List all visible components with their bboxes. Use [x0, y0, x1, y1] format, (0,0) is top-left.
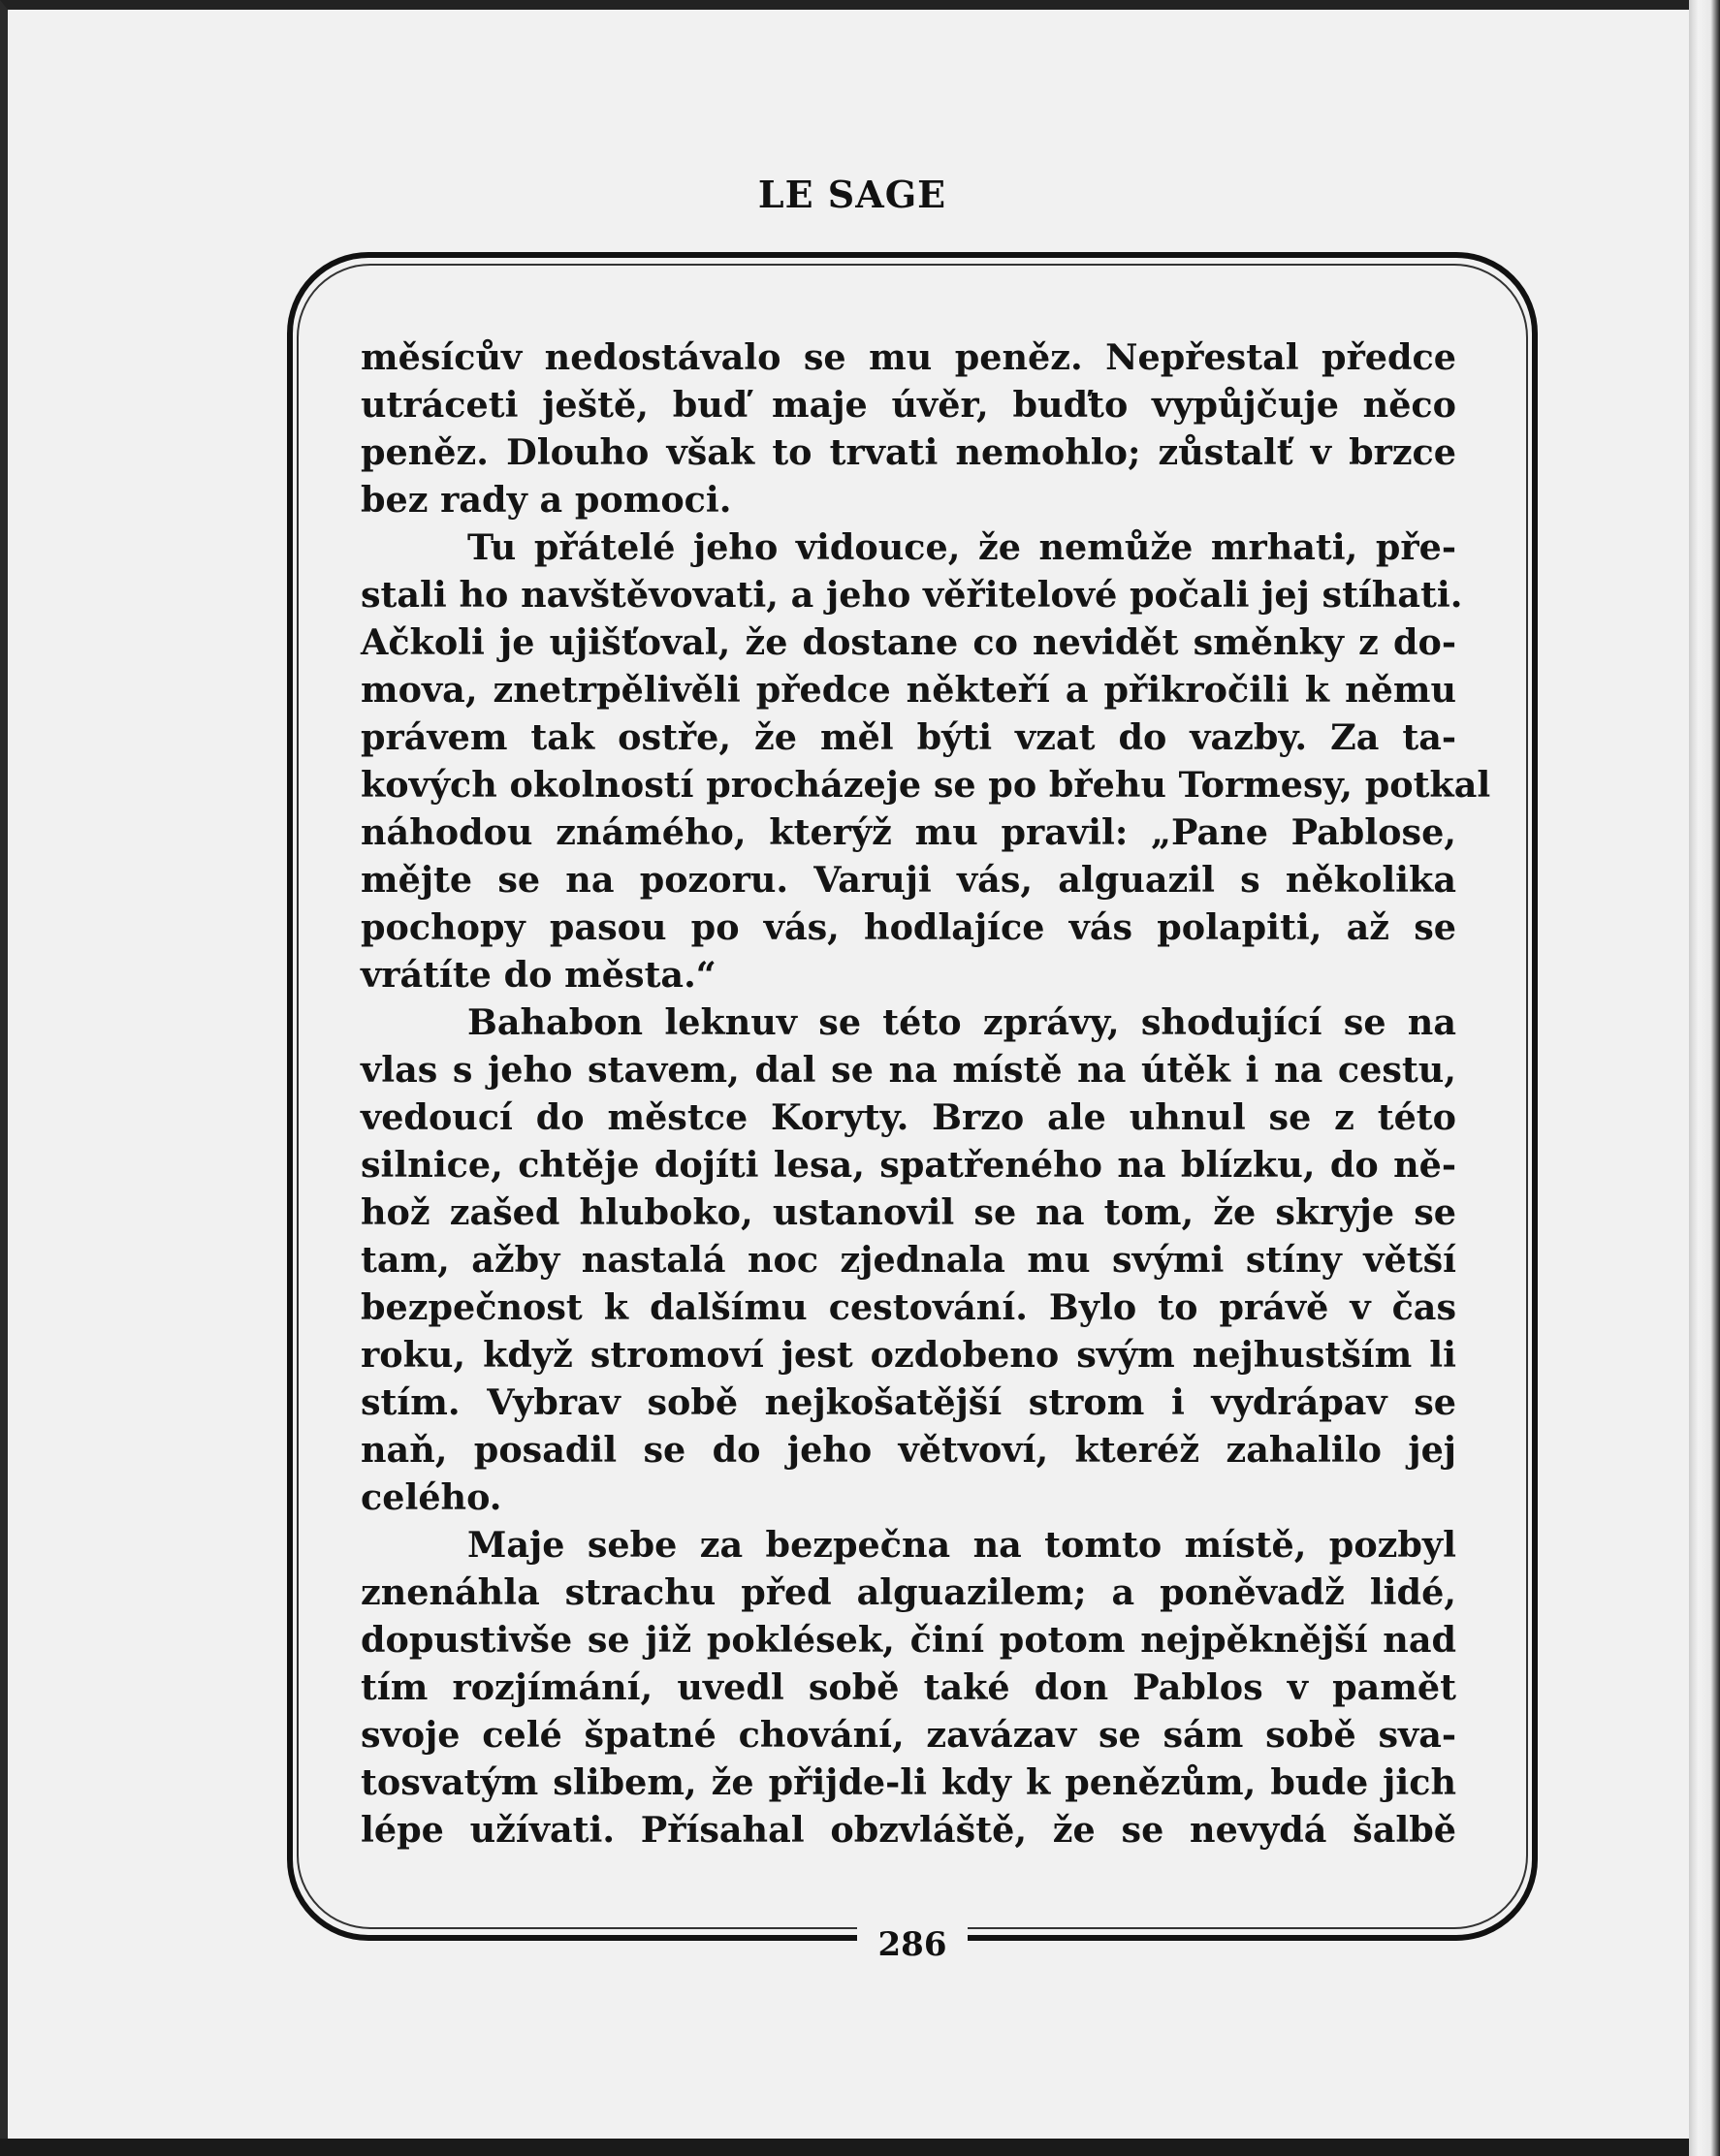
text-line: hož zašed hluboko, ustanovil se na tom, že skryje se [361, 1191, 1456, 1233]
page-number-area [287, 1921, 1538, 1968]
text-line: vedoucí do městce Koryty. Brzo ale uhnul se z této [361, 1096, 1456, 1138]
text-line: Maje sebe za bezpečna na tomto místě, pozbyl [467, 1524, 1456, 1566]
text-line: stím. Vybrav sobě nejkošatější strom i vydrápav se [361, 1381, 1456, 1423]
text-line: tím rozjímání, uvedl sobě také don Pablos v pamět [361, 1666, 1456, 1708]
text-line: právem tak ostře, že měl býti vzat do vazby. Za ta- [361, 716, 1456, 758]
text-line: náhodou známého, kterýž mu pravil: „Pane Pablose, [361, 811, 1456, 853]
text-line: Bahabon leknuv se této zprávy, shodující se na [467, 1001, 1456, 1043]
text-line: měsícův nedostávalo se mu peněz. Nepřestal předce [361, 336, 1456, 378]
text-line: vrátíte do města.“ [361, 954, 717, 996]
text-line: celého. [361, 1476, 502, 1518]
text-line: kových okolností procházeje se po břehu Tormesy, potkal [361, 764, 1491, 806]
page-edge-shadow [1689, 0, 1720, 2156]
body-text [361, 333, 1491, 1854]
text-line: mějte se na pozoru. Varuji vás, alguazil s několika [361, 859, 1456, 901]
text-line: tam, ažby nastalá noc zjednala mu svými stíny větší [361, 1239, 1456, 1281]
text-line: bez rady a pomoci. [361, 479, 732, 521]
text-line: Tu přátelé jeho vidouce, že nemůže mrhati, pře- [467, 526, 1456, 568]
text-line: stali ho navštěvovati, a jeho věřitelové počali jej stíhati. [361, 574, 1463, 616]
text-line: bezpečnost k dalšímu cestování. Bylo to právě v čas [361, 1286, 1456, 1328]
text-line: utráceti ještě, buď maje úvěr, buďto vypůjčuje něco [361, 384, 1456, 426]
text-line: mova, znetrpělivěli předce někteří a přikročili k němu [361, 669, 1456, 711]
text-line: naň, posadil se do jeho větvoví, kteréž zahalilo jej [361, 1429, 1456, 1471]
text-line: vlas s jeho stavem, dal se na místě na útěk i na cestu, [361, 1049, 1456, 1091]
text-line: peněz. Dlouho však to trvati nemohlo; zůstalť v brzce [361, 431, 1456, 473]
text-line: dopustivše se již poklések, činí potom nejpěknější nad [361, 1619, 1456, 1661]
text-line: lépe užívati. Přísahal obzvláště, že se nevydá šalbě [361, 1809, 1456, 1851]
text-line: tosvatým slibem, že přijde-li kdy k penězům, bude jich [361, 1761, 1456, 1803]
text-line: silnice, chtěje dojíti lesa, spatřeného na blízku, do ně- [361, 1144, 1456, 1186]
text-line: roku, když stromoví jest ozdobeno svým nejhustším li [361, 1334, 1456, 1376]
text-line: pochopy pasou po vás, hodlajíce vás polapiti, až se [361, 906, 1456, 948]
text-line: Ačkoli je ujišťoval, že dostane co nevidět směnky z do- [361, 621, 1456, 663]
text-line: znenáhla strachu před alguazilem; a poněvadž lidé, [361, 1571, 1456, 1613]
running-title: LE SAGE [757, 173, 947, 216]
text-line: svoje celé špatné chování, zavázav se sám sobě sva- [361, 1714, 1456, 1756]
page-number: 286 [857, 1921, 969, 1968]
